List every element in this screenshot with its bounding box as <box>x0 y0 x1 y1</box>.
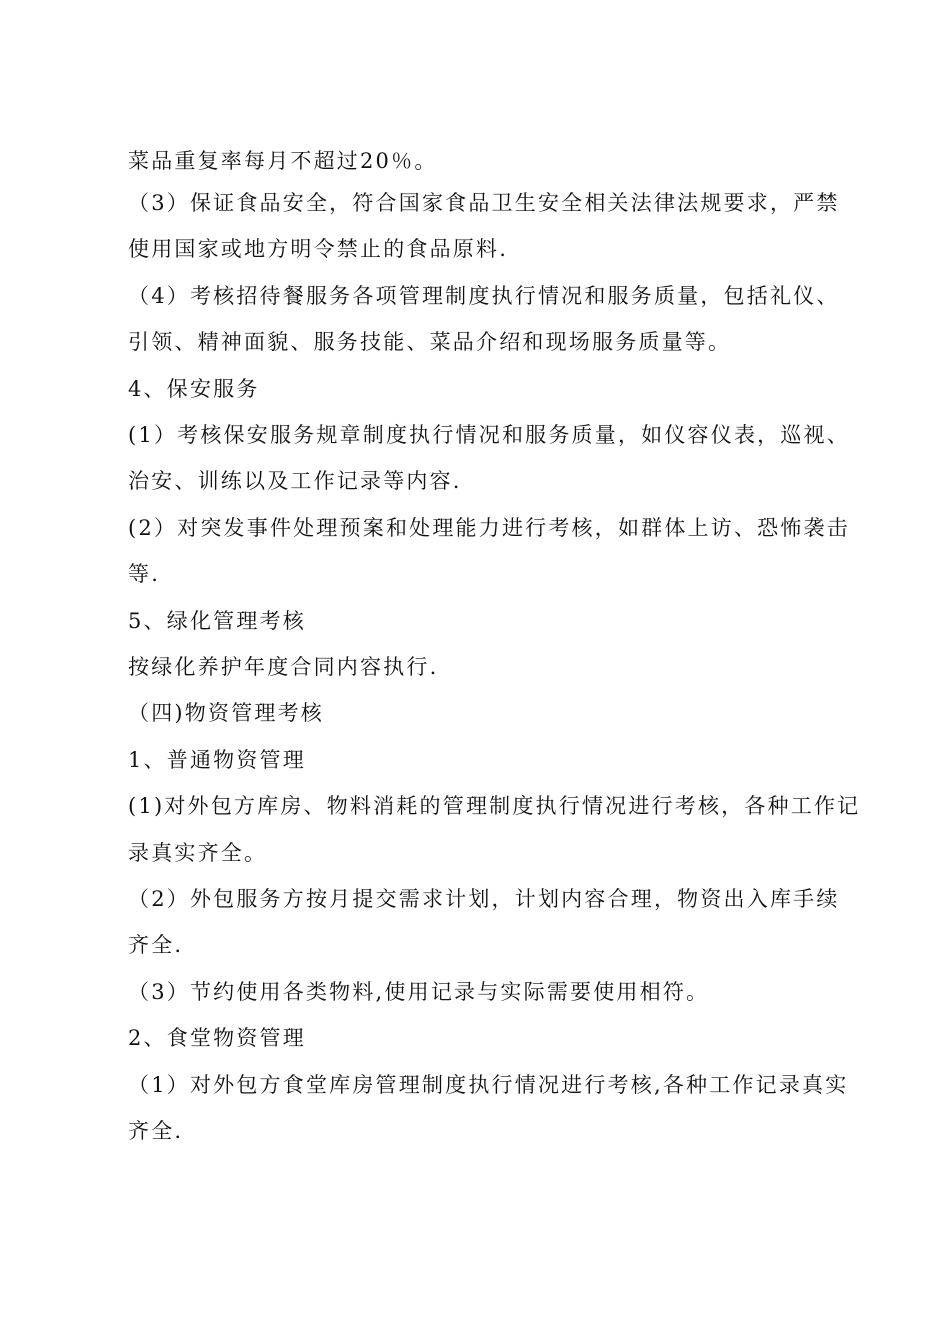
text-line: 录真实齐全。 <box>128 841 268 865</box>
section-heading: 4、保安服务 <box>128 377 260 401</box>
text-line: (2）对突发事件处理预案和处理能力进行考核，如群体上访、恐怖袭击 <box>128 516 850 540</box>
section-heading: 1、普通物资管理 <box>128 748 306 772</box>
text-line: （1）对外包方食堂库房管理制度执行情况进行考核,各种工作记录真实 <box>128 1073 849 1097</box>
section-heading: 2、食堂物资管理 <box>128 1026 306 1050</box>
section-heading: （四)物资管理考核 <box>128 701 324 725</box>
section-heading: 5、绿化管理考核 <box>128 609 306 633</box>
text-line: 菜品重复率每月不超过20％。 <box>128 149 438 173</box>
text-line: 治安、训练以及工作记录等内容. <box>128 469 462 493</box>
text-line: 按绿化养护年度合同内容执行. <box>128 655 439 679</box>
text-line: 引领、精神面貌、服务技能、菜品介绍和现场服务质量等。 <box>128 330 732 354</box>
text-line: 使用国家或地方明令禁止的食品原料. <box>128 237 509 261</box>
text-line: （3）节约使用各类物料,使用记录与实际需要使用相符。 <box>128 980 710 1004</box>
text-line: 齐全. <box>128 1119 184 1143</box>
text-line: 齐全. <box>128 933 184 957</box>
text-line: （4）考核招待餐服务各项管理制度执行情况和服务质量，包括礼仪、 <box>128 284 840 308</box>
text-line: （3）保证食品安全，符合国家食品卫生安全相关法律法规要求，严禁 <box>128 191 840 215</box>
text-line: 等. <box>128 562 161 586</box>
text-line: (1)对外包方库房、物料消耗的管理制度执行情况进行考核，各种工作记 <box>128 794 861 818</box>
text-line: （2）外包服务方按月提交需求计划，计划内容合理，物资出入库手续 <box>128 887 840 911</box>
text-line: (1）考核保安服务规章制度执行情况和服务质量，如仪容仪表，巡视、 <box>128 423 850 447</box>
